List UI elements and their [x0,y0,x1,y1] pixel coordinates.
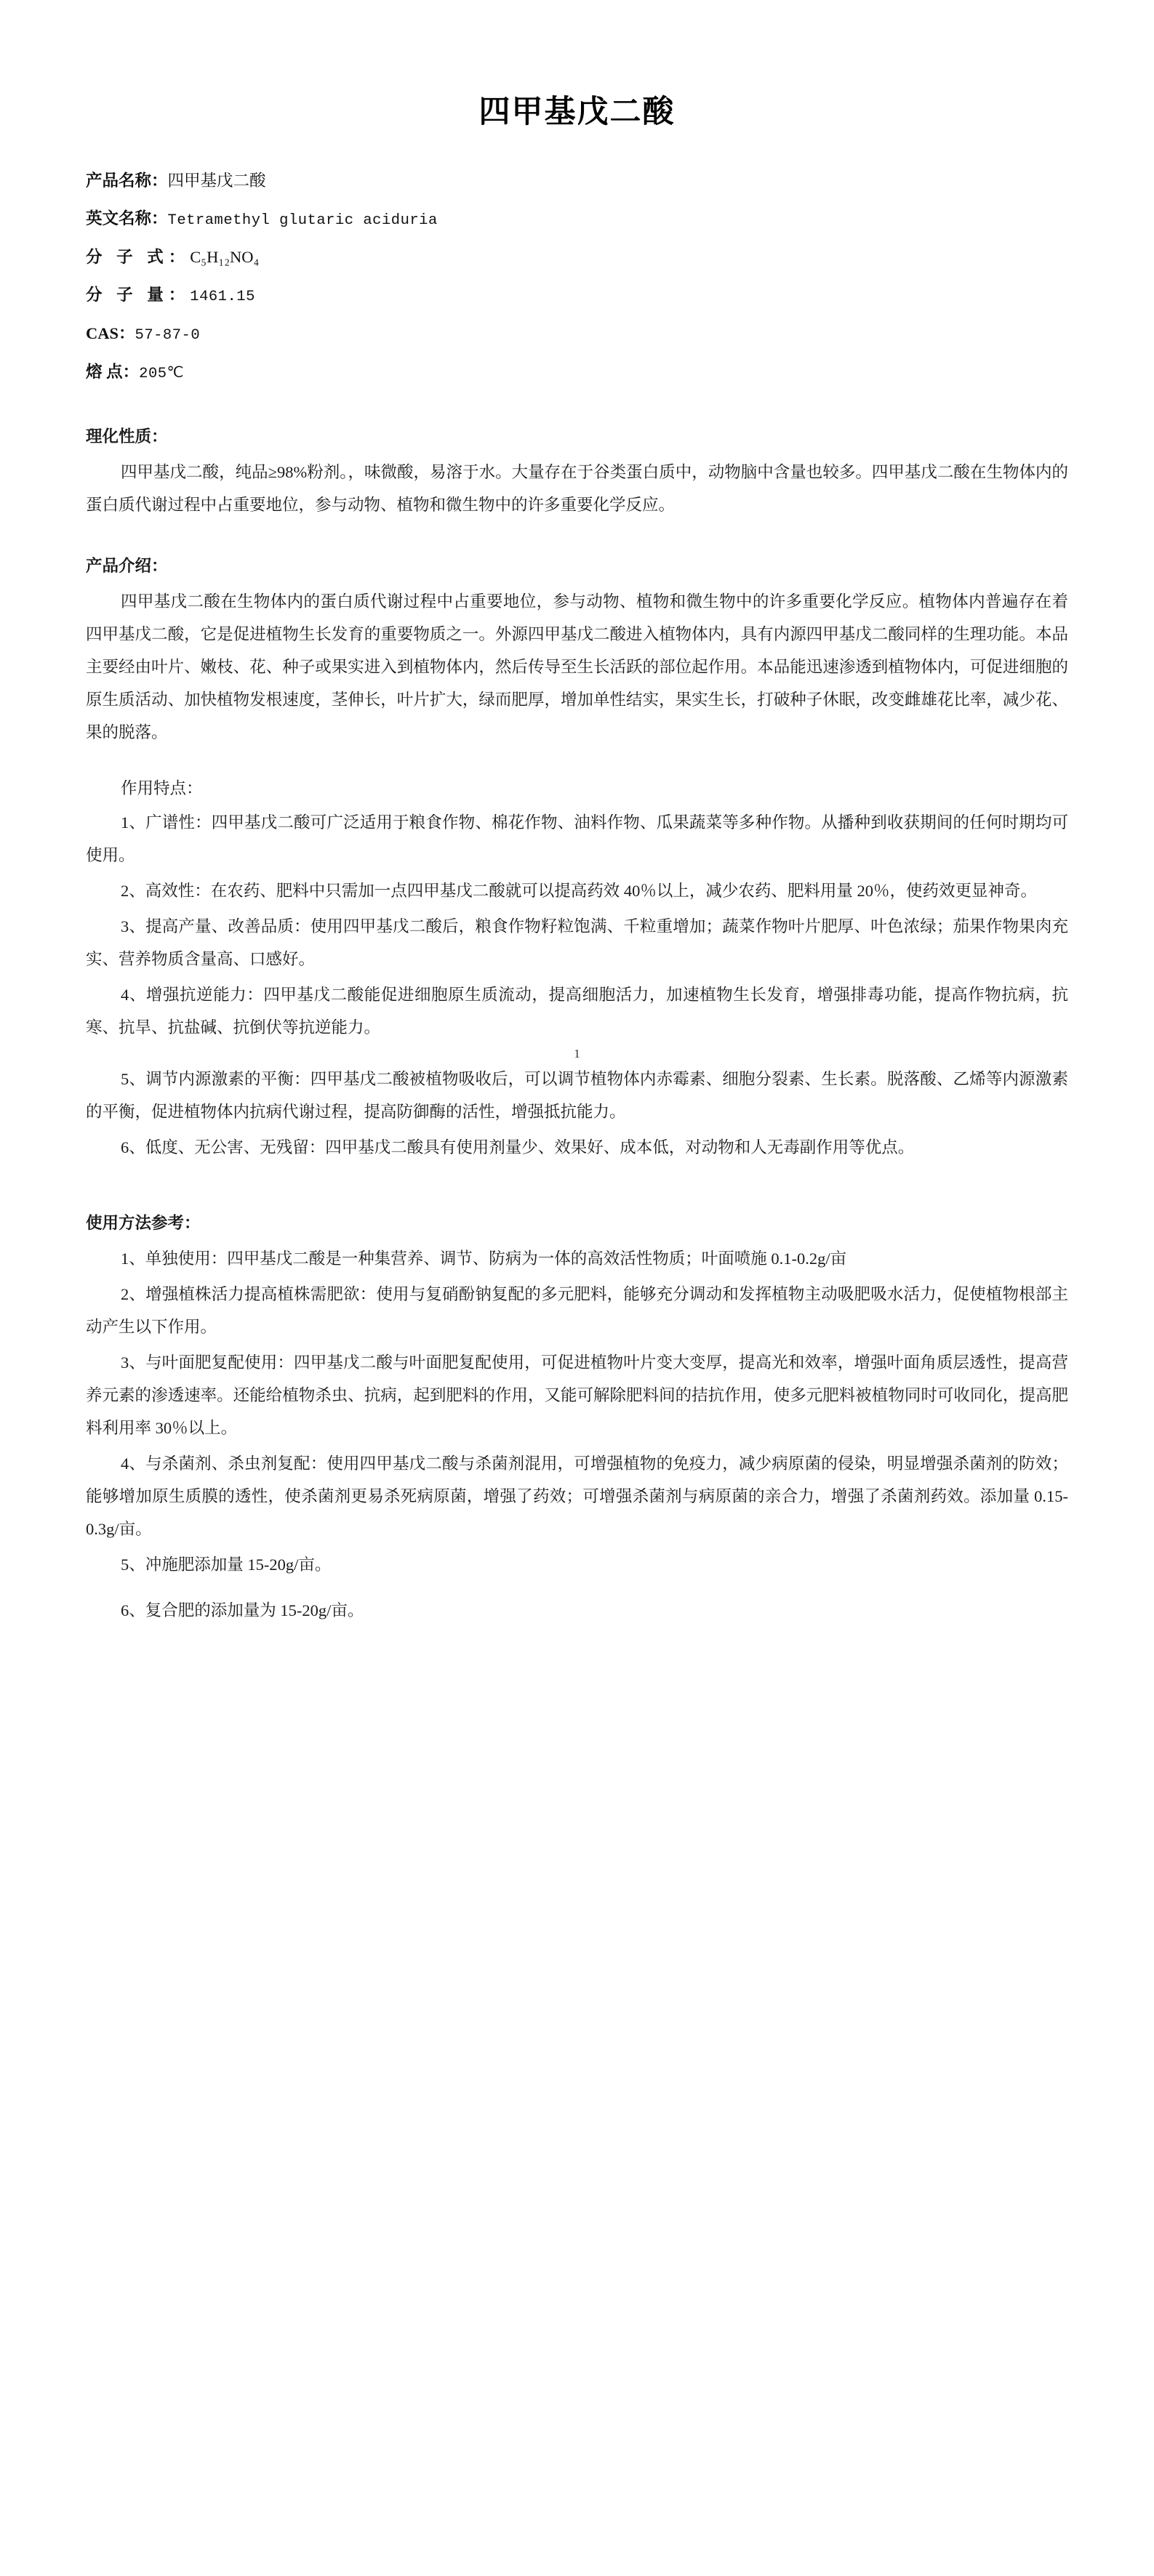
meta-value-product-name: 四甲基戊二酸 [167,172,266,190]
page-number: 1 [574,1046,580,1060]
usage-item: 3、与叶面肥复配使用：四甲基戊二酸与叶面肥复配使用，可促进植物叶片变大变厚，提高光和效率，增强叶面角质层透性，提高营养元素的渗透速率。还能给植物杀虫、抗病，起到肥料的作用，又能可解除肥料间的拮抗作用，使多元肥料被植物同时可收同化，提高肥料利用率 30％以上。 [86,1353,1068,1437]
section-heading-usage: 使用方法参考： [86,1213,201,1232]
meta-value-cas: 57-87-0 [135,326,201,344]
spacer [86,1167,1068,1191]
page-title: 四甲基戊二酸 [478,95,676,129]
section-heading-product-introduction: 产品介绍： [86,556,168,575]
meta-row-melting-point [86,356,1068,389]
feature-item: 6、低度、无公害、无残留：四甲基戊二酸具有使用剂量少、效果好、成本低，对动物和人无毒副作用等优点。 [121,1138,915,1156]
meta-row-english-name [86,203,1068,236]
meta-value-molecular-formula: C₅H₁₂NO₄ [190,247,260,266]
meta-value-molecular-weight: 1461.15 [190,288,255,305]
meta-value-english-name: Tetramethyl glutaric aciduria [167,212,438,229]
usage-item: 1、单独使用：四甲基戊二酸是一种集营养、调节、防病为一体的高效活性物质；叶面喷施 0.1-0.2g/亩 [121,1249,847,1268]
feature-item: 5、调节内源激素的平衡：四甲基戊二酸被植物吸收后，可以调节植物体内赤霉素、细胞分裂素、生长素。脱落酸、乙烯等内源激素的平衡，促进植物体内抗病代谢过程，提高防御酶的活性，增强抵抗能力。 [86,1069,1068,1121]
section-heading-physical-properties: 理化性质： [86,427,168,446]
feature-item: 1、广谱性：四甲基戊二酸可广泛适用于粮食作物、棉花作物、油料作物、瓜果蔬菜等多种作物。从播种到收获期间的任何时期均可使用。 [86,813,1068,864]
usage-item: 4、与杀菌剂、杀虫剂复配：使用四甲基戊二酸与杀菌剂混用，可增强植物的免疫力，减少病原菌的侵染，明显增强杀菌剂的防效；能够增加原生质膜的透性，使杀菌剂更易杀死病原菌，增强了药效；可增强杀菌剂与病原菌的亲合力，增强了杀菌剂药效。添加量 0.15-0.3g/亩。 [86,1454,1068,1538]
spacer [86,524,1068,534]
meta-row-product-name [86,165,1068,197]
feature-item: 2、高效性：在农药、肥料中只需加一点四甲基戊二酸就可以提高药效 40％以上，减少农药、肥料用量 20％，使药效更显神奇。 [121,881,1038,900]
meta-row-molecular-weight [86,279,1068,312]
spacer [86,752,1068,762]
meta-row-molecular-formula [86,241,1068,273]
usage-item: 5、冲施肥添加量 15-20g/亩。 [121,1555,332,1574]
section-paragraph-product-introduction: 四甲基戊二酸在生物体内的蛋白质代谢过程中占重要地位，参与动物、植物和微生物中的许多重要化学反应。植物体内普遍存在着四甲基戊二酸，它是促进植物生长发育的重要物质之一。外源四甲基戊二酸进入植物体内，具有内源四甲基戊二酸同样的生理功能。本品主要经由叶片、嫩枝、花、种子或果实进入到植物体内，然后传导至生长活跃的部位起作用。本品能迅速渗透到植物体内，可促进细胞的原生质活动、加快植物发根速度，茎伸长，叶片扩大，绿而肥厚，增加单性结实，果实生长，打破种子休眠，改变雌雄花比率，减少花、果的脱落。 [86,592,1068,741]
spacer [86,395,1068,405]
subsection-heading-features: 作用特点： [121,778,203,797]
feature-item: 3、提高产量、改善品质：使用四甲基戊二酸后，粮食作物籽粒饱满、千粒重增加；蔬菜作物叶片肥厚、叶色浓绿；茄果作物果肉充实、营养物质含量高、口感好。 [86,917,1068,968]
meta-row-cas [86,318,1068,350]
product-meta-list [86,165,1068,389]
usage-item: 6、复合肥的添加量为 15-20g/亩。 [121,1601,364,1619]
meta-label-molecular-weight: 分 子 量： [86,285,191,304]
meta-label-cas: CAS： [86,323,135,342]
meta-label-molecular-formula: 分 子 式： [86,247,191,266]
meta-label-english-name: 英文名称： [86,209,168,228]
meta-value-melting-point: 205℃ [139,365,185,382]
spacer [86,1584,1068,1594]
meta-label-product-name: 产品名称： [86,172,168,190]
feature-item: 4、增强抗逆能力：四甲基戊二酸能促进细胞原生质流动，提高细胞活力，加速植物生长发育，增强排毒功能，提高作物抗病，抗寒、抗旱、抗盐碱、抗倒伏等抗逆能力。 [86,985,1068,1037]
meta-label-melting-point: 熔 点： [86,362,140,381]
section-paragraph-physical-properties: 四甲基戊二酸，纯品≥98%粉剂。，味微酸，易溶于水。大量存在于谷类蛋白质中，动物脑中含量也较多。四甲基戊二酸在生物体内的蛋白质代谢过程中占重要地位，参与动物、植物和微生物中的许多重要化学反应。 [86,462,1068,514]
usage-item: 2、增强植株活力提高植株需肥欲：使用与复硝酚钠复配的多元肥料，能够充分调动和发挥植物主动吸肥吸水活力，促使植物根部主动产生以下作用。 [86,1284,1068,1336]
